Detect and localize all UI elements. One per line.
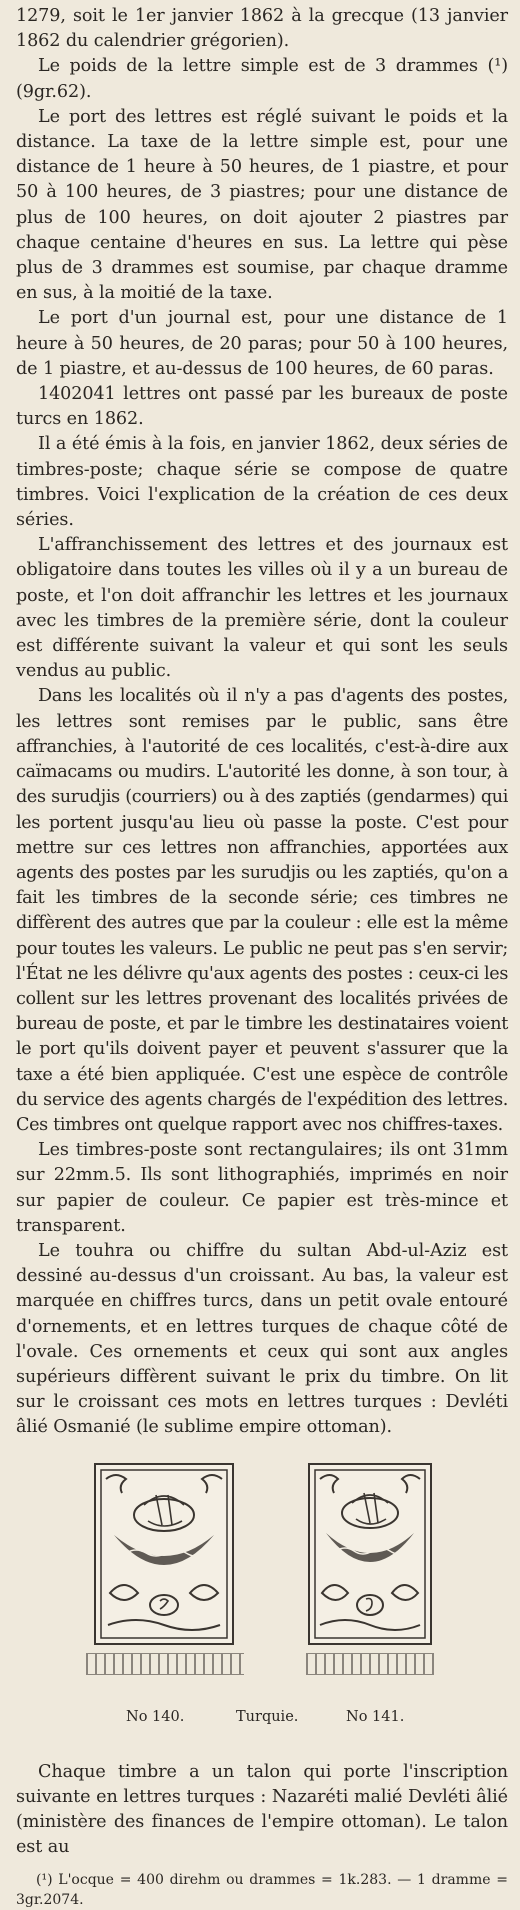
paragraph-prepayment: L'affranchissement des lettres et des journaux est obligatoire dans toutes les villes où il y a un bureau de poste, et l'on doit affranchir les lettres et les journaux avec les timbres de la première série, dont la couleur est différente suivant la valeur et qui sont les seuls vendus au public. (16, 535, 508, 682)
paragraph-stamp-format: Les timbres-poste sont rectangulaires; ils ont 31mm sur 22mm.5. Ils sont lithographiés, imprimés en noir sur papier de couleur. Ce papier est très-mince et transparent. (16, 1140, 508, 1236)
paragraph-stamp-series: Il a été émis à la fois, en janvier 1862, deux séries de timbres-poste; chaque série se compose de quatre timbres. Voici l'explication de la création de ces deux séries. (16, 434, 508, 531)
stamp-talon-140 (86, 1653, 244, 1675)
paragraph-stamp-design: Le touhra ou chiffre du sultan Abd-ul-Aziz est dessiné au-dessus d'un croissant. Au bas, la valeur est marquée en chiffres turcs, dans un petit ovale entouré d'ornements, et en lettres turques de chaque côté de l'ovale. Ces ornements et ceux qui sont aux angles supérieurs diffèrent suivant le prix du timbre. On lit sur le croissant ces mots en lettres turques : Devléti âlié Osmanié (le sublime empire ottoman). (16, 1240, 508, 1438)
page (16, 4, 508, 1910)
paragraph-second-series: Dans les localités où il n'y a pas d'agents des postes, les lettres sont remises par le public, sans être affranchies, à l'autorité de ces localités, c'est-à-dire aux caïmacams ou mudirs. L'autorité les donne, à son tour, à des surudjis (courriers) ou à des zaptiés (gendarmes) qui les portent jusqu'au lieu où passe la poste. C'est pour mettre sur ces lettres non affranchies, apportées aux agents des postes par les surudjis ou les zaptiés, qu'on a fait les timbres de la seconde série; ces timbres ne diffèrent des autres que par la couleur : elle est la même pour toutes les valeurs. Le public ne peut pas s'en servir; l'État ne les délivre qu'aux agents des postes : ceux-ci les collent sur les lettres provenant des localités privées de bureau de poste, et par le timbre les destinataires voient le port qu'ils doivent payer et peuvent s'assurer que la taxe a été bien appliquée. C'est une espèce de contrôle du service des agents chargés de l'expédition des lettres. Ces timbres ont quelque rapport avec nos chiffres-taxes. (16, 686, 508, 1135)
paragraph-newspaper-postage: Le port d'un journal est, pour une distance de 1 heure à 50 heures, de 20 paras; pour 50 à 100 heures, de 1 piastre, et au-dessus de 100 heures, de 60 paras. (16, 308, 508, 379)
paragraph-letter-weight: Le poids de la lettre simple est de 3 drammes (¹) (9gr.62). (16, 56, 508, 102)
stamp-image-141 (308, 1463, 432, 1645)
footnote: (¹) L'ocque = 400 direhm ou drammes = 1k.283. — 1 dramme = 3gr.2074. (16, 1872, 508, 1909)
paragraph-date: 1279, soit le 1er janvier 1862 à la grecque (13 janvier 1862 du calendrier grégorien). (16, 6, 508, 52)
figure-caption-country: Turquie. (236, 1708, 299, 1725)
paragraph-talon: Chaque timbre a un talon qui porte l'inscription suivante en lettres turques : Nazaréti malié Devléti âlié (ministère des finances de l'empire ottoman). Le talon est au (16, 1761, 508, 1858)
stamp-label-140: No 140. (126, 1708, 185, 1725)
stamp-image-140 (94, 1463, 234, 1645)
stamp-label-141: No 141. (346, 1708, 405, 1725)
stamp-talon-141 (306, 1653, 434, 1675)
paragraph-letter-postage: Le port des lettres est réglé suivant le poids et la distance. La taxe de la lettre simple est, pour une distance de 1 heure à 50 heures, de 1 piastre, et pour 50 à 100 heures, de 3 piastres; pour une distance de plus de 100 heures, on doit ajouter 2 piastres par chaque centaine d'heures en sus. La lettre qui pèse plus de 3 drammes est soumise, par chaque dramme en sus, à la moitié de la taxe. (16, 106, 508, 304)
stamp-figure (16, 1455, 508, 1760)
paragraph-letter-count: 1402041 lettres ont passé par les bureaux de poste turcs en 1862. (16, 384, 508, 430)
